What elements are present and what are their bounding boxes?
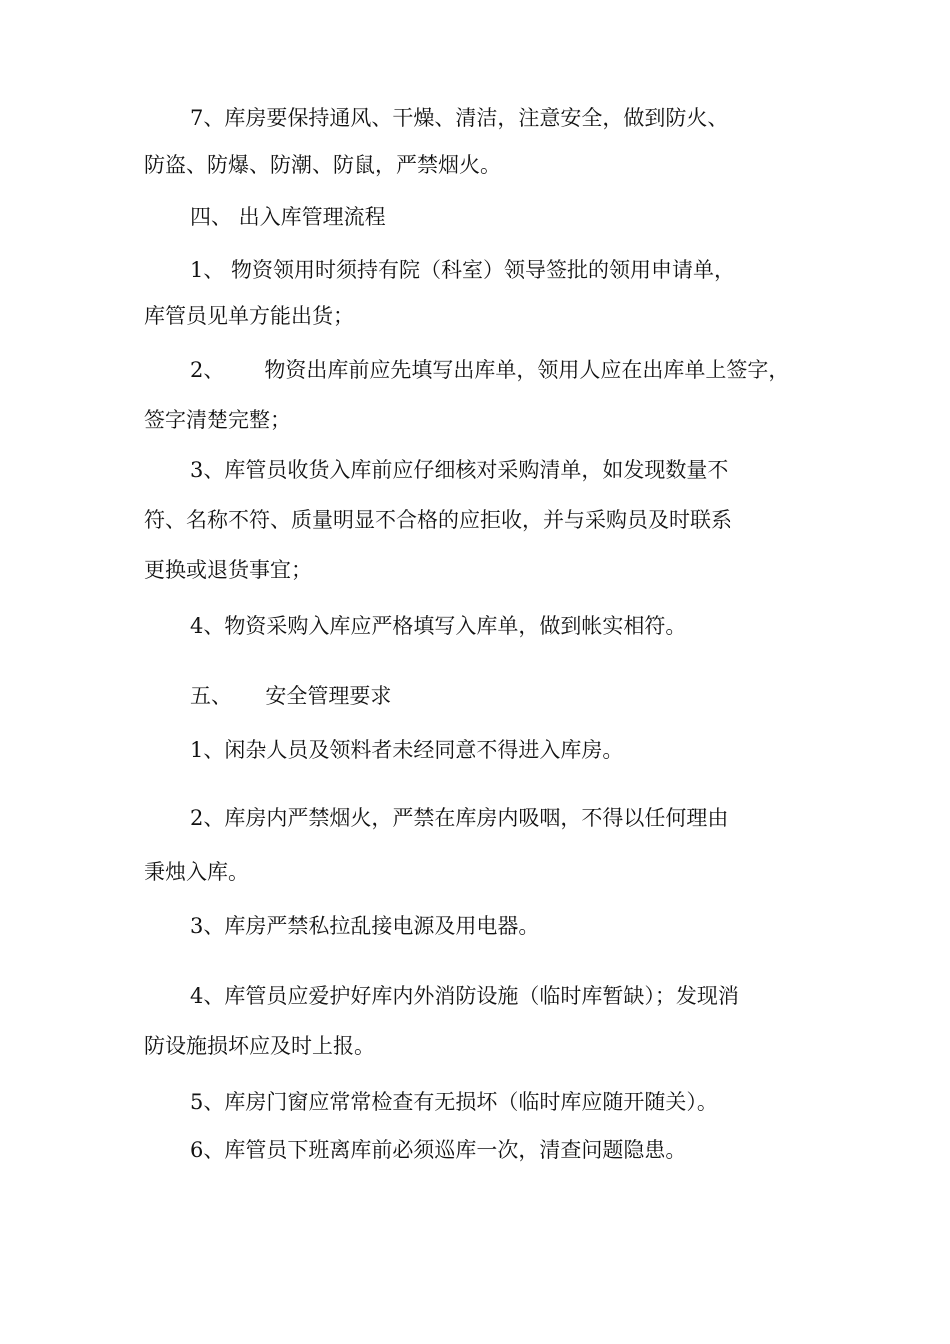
text-line: 5、库房门窗应常常检查有无损坏（临时库应随开随关）。 (190, 1090, 718, 1114)
text-line: 3、库管员收货入库前应仔细核对采购清单，如发现数量不 (190, 458, 729, 482)
text-line: 4、物资采购入库应严格填写入库单，做到帐实相符。 (190, 614, 687, 638)
text-line: 2、 物资出库前应先填写出库单，领用人应在出库单上签字， (190, 358, 790, 382)
text-line: 6、库管员下班离库前必须巡库一次，清查问题隐患。 (190, 1138, 687, 1162)
text-line: 1、闲杂人员及领料者未经同意不得进入库房。 (190, 738, 624, 762)
text-line: 库管员见单方能出货； (144, 304, 354, 328)
text-line: 符、名称不符、质量明显不合格的应拒收，并与采购员及时联系 (144, 508, 732, 532)
section-heading: 四、 出入库管理流程 (190, 205, 386, 229)
text-line: 2、库房内严禁烟火，严禁在库房内吸咽，不得以任何理由 (190, 806, 729, 830)
text-line: 4、库管员应爱护好库内外消防设施（临时库暂缺）；发现消 (190, 984, 739, 1008)
text-line: 秉烛入库。 (144, 860, 249, 884)
text-line: 3、库房严禁私拉乱接电源及用电器。 (190, 914, 540, 938)
text-line: 防盗、防爆、防潮、防鼠，严禁烟火。 (144, 153, 501, 177)
text-line: 更换或退货事宜； (144, 558, 312, 582)
text-line: 7、库房要保持通风、干燥、清洁，注意安全，做到防火、 (190, 106, 729, 130)
section-heading: 五、 安全管理要求 (190, 684, 392, 708)
text-line: 防设施损坏应及时上报。 (144, 1034, 375, 1058)
text-line: 签字清楚完整； (144, 408, 291, 432)
text-line: 1、 物资领用时须持有院（科室）领导签批的领用申请单， (190, 258, 736, 282)
